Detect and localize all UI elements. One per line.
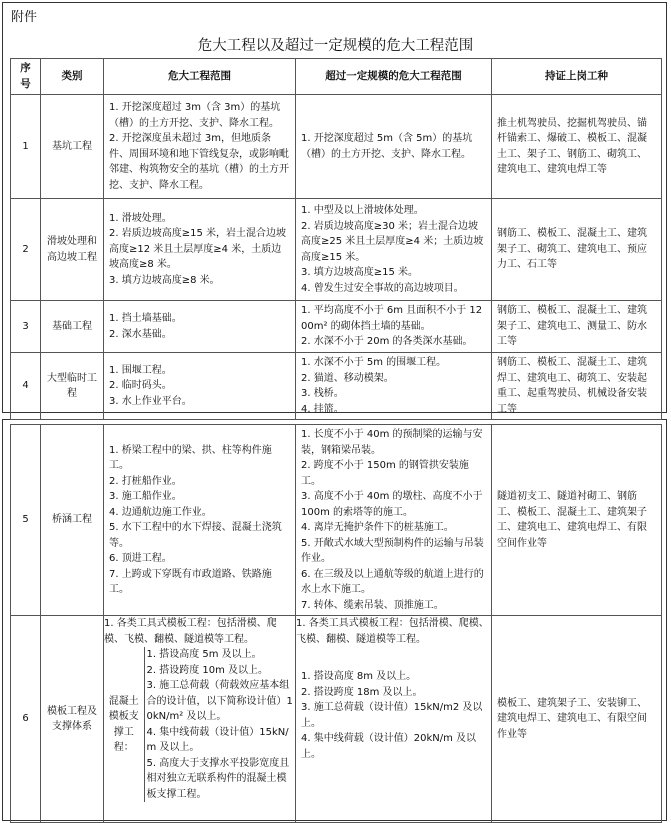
- scope-item: 7. 上跨或下穿既有市政道路、铁路施工。: [109, 568, 272, 595]
- scope-item: 1. 水深不小于 5m 的围堰工程。: [301, 357, 447, 368]
- col-header-workers: 持证上岗工种: [492, 59, 662, 95]
- scope-item: 1. 挡土墙基础。: [109, 313, 182, 324]
- col-header-num: 序号: [11, 59, 41, 95]
- row-dangerous-scope: [104, 95, 296, 199]
- scope-item: 5. 开敞式水域大型预制构件的运输与吊装作业。: [301, 537, 484, 564]
- scope-item: 1. 平均高度不小于 6m 且面积不小于 1200m² 的砌体挡土墙的基础。: [301, 305, 483, 332]
- row-category: 滑坡处理和高边坡工程: [41, 199, 104, 301]
- row-category: 基础工程: [41, 301, 104, 353]
- row-num: 2: [11, 199, 41, 301]
- scope-item: 1. 各类工具式模板工程：包括滑模、爬模、飞模、翻模、隧道模等工程。: [104, 618, 277, 645]
- large-scale-support-items: [296, 647, 491, 764]
- formwork-support-label: 混凝土模板支撑工程：: [104, 647, 144, 802]
- scope-item: 1. 中型及以上滑坡体处理。: [301, 205, 424, 216]
- scope-item: 3. 施工船作业。: [109, 491, 182, 502]
- scope-item: 4. 曾发生过安全事故的高边坡项目。: [301, 282, 464, 294]
- scope-item: 2. 搭设跨度 10m 及以上。: [146, 664, 269, 676]
- scope-item: 2. 猫道、移动模架。: [301, 372, 394, 384]
- scope-item: 5. 高度大于支撑水平投影宽度且相对独立无联系构件的混凝土模板支撑工程。: [146, 757, 290, 800]
- hazard-table-part-2: [10, 424, 662, 823]
- row-large-scale-scope: [296, 616, 492, 823]
- col-header-large-scale: 超过一定规模的危大工程范围: [296, 59, 492, 95]
- scope-item: 1. 各类工具式模板工程：包括滑模、爬模、飞模、翻模、隧道模等工程。: [296, 618, 489, 645]
- table-row: [11, 301, 662, 353]
- row-workers: 钢筋工、模板工、混凝土工、建筑架子工、建筑电工、测量工、防水工等: [492, 301, 662, 353]
- row-num: 5: [11, 425, 41, 616]
- scope-item: 6. 在三级及以上通航等级的航道上进行的水上水下施工。: [301, 568, 484, 595]
- scope-item: 1. 桥梁工程中的梁、拱、柱等构件施工。: [109, 444, 272, 471]
- row-category: 基坑工程: [41, 95, 104, 199]
- scope-item: 1. 开挖深度超过 3m（含 3m）的基坑（槽）的土方开挖、支护、降水工程。: [109, 102, 281, 129]
- row-dangerous-scope: [104, 301, 296, 353]
- row-large-scale-scope: [296, 353, 492, 420]
- scope-item: 3. 填方边坡高度≥15 米。: [301, 267, 419, 278]
- table-row: [11, 353, 662, 420]
- row-category: 桥涵工程: [41, 425, 104, 616]
- row-workers: 隧道初支工、隧道衬砌工、钢筋工、模板工、混凝土工、建筑架子工、建筑电工、建筑电焊工、有限空间作业等: [492, 425, 662, 616]
- scope-item: 1. 滑坡处理。: [109, 212, 172, 224]
- scope-item: 2. 岩质边坡高度≥15 米，岩土混合边坡高度≥12 米且土层厚度≥4 米，土质边坡高度≥8 米。: [109, 228, 287, 271]
- formwork-support-items: [144, 647, 295, 802]
- scope-item: 5. 水下工程中的水下焊接、混凝土浇筑等。: [109, 522, 282, 549]
- scope-item: 7. 转体、缆索吊装、顶推施工。: [301, 599, 444, 611]
- row-num: 4: [11, 353, 41, 420]
- col-header-category: 类别: [41, 59, 104, 95]
- row-workers: 模板工、建筑架子工、安装铆工、建筑电焊工、建筑电工、有限空间作业等: [492, 616, 662, 823]
- row-large-scale-scope: [296, 425, 492, 616]
- document-title: 危大工程以及超过一定规模的危大工程范围: [197, 38, 474, 54]
- scope-item: 1. 长度不小于 40m 的预制梁的运输与安装，钢箱梁吊装。: [301, 429, 483, 456]
- scope-item: 1. 开挖深度超过 5m（含 5m）的基坑（槽）的土方开挖、支护、降水工程。: [301, 133, 473, 160]
- scope-item: 2. 搭设跨度 18m 及以上。: [301, 686, 423, 698]
- scope-item: 4. 集中线荷载（设计值）20kN/m 及以上。: [301, 733, 477, 760]
- scope-item: 4. 离岸无掩护条件下的桩基施工。: [301, 522, 454, 533]
- scope-item: 1. 围堰工程。: [109, 364, 172, 376]
- scope-item: 2. 打桩船作业。: [109, 475, 182, 487]
- scope-item: 6. 顶进工程。: [109, 553, 172, 564]
- scope-item: 2. 水深不小于 20m 的各类深水基础。: [301, 336, 473, 348]
- row-dangerous-scope: [104, 199, 296, 301]
- scope-item: 3. 施工总荷载（设计值）15kN/m2 及以上。: [301, 702, 483, 729]
- scope-item: 4. 挂篮。: [301, 403, 344, 415]
- scope-item: 4. 边通航边施工作业。: [109, 506, 212, 518]
- scope-item: 3. 水上作业平台。: [109, 395, 192, 407]
- scope-item: 3. 高度不小于 40m 的墩柱、高度不小于 100m 的索塔等的施工。: [301, 491, 483, 518]
- scope-item: 3. 栈桥。: [301, 388, 344, 399]
- scope-item: 2. 开挖深度虽未超过 3m，但地质条件、周围环境和地下管线复杂，或影响毗邻建、构筑物安全的基坑（槽）的土方开挖、支护、降水工程。: [109, 133, 289, 191]
- attachment-label: 附件: [11, 10, 38, 25]
- table-row: [11, 95, 662, 199]
- table-header-row: [11, 59, 662, 95]
- col-header-dangerous: 危大工程范围: [104, 59, 296, 95]
- row-large-scale-scope: [296, 199, 492, 301]
- row-large-scale-scope: [296, 95, 492, 199]
- scope-item: 2. 跨度不小于 150m 的钢管拱安装施工。: [301, 460, 469, 487]
- row-dangerous-scope: [104, 616, 296, 823]
- scope-item: 1. 搭设高度 5m 及以上。: [146, 649, 262, 660]
- hazard-table-part-1: [10, 58, 662, 420]
- scope-item: 3. 施工总荷载（荷载效应基本组合的设计值，以下简称设计值）10kN/m² 及以上。: [146, 680, 293, 722]
- row-category: 大型临时工程: [41, 353, 104, 420]
- row-category: 模板工程及支撑体系: [41, 616, 104, 823]
- row-large-scale-scope: [296, 301, 492, 353]
- scope-item: 4. 集中线荷载（设计值）15kN/m 及以上。: [146, 726, 289, 753]
- row-dangerous-scope: [104, 425, 296, 616]
- scope-item: 2. 深水基础。: [109, 328, 172, 340]
- table-row: [11, 616, 662, 823]
- scope-item: 3. 填方边坡高度≥8 米。: [109, 274, 220, 286]
- row-workers: 钢筋工、模板工、混凝土工、建筑架子工、砌筑工、建筑电工、预应力工、石工等: [492, 199, 662, 301]
- scope-item: 2. 临时码头。: [109, 380, 172, 392]
- scope-item: 1. 搭设高度 8m 及以上。: [301, 671, 417, 682]
- row-workers: 钢筋工、模板工、混凝土工、建筑焊工、建筑电工、砌筑工、安装起重工、起重驾驶员、机械设备安装工等: [492, 353, 662, 420]
- table-row: [11, 425, 662, 616]
- formwork-support-subtable: [104, 647, 295, 802]
- row-num: 1: [11, 95, 41, 199]
- row-workers: 推土机驾驶员、挖掘机驾驶员、锚杆锚索工、爆破工、模板工、混凝土工、架子工、钢筋工、砌筑工、建筑电工、建筑电焊工等: [492, 95, 662, 199]
- table-row: [11, 199, 662, 301]
- row-num: 3: [11, 301, 41, 353]
- row-dangerous-scope: [104, 353, 296, 420]
- scope-item: 2. 岩质边坡高度≥30 米；岩土混合边坡高度≥25 米且土层厚度≥4 米；土质边坡高度≥15 米。: [301, 220, 484, 263]
- row-num: 6: [11, 616, 41, 823]
